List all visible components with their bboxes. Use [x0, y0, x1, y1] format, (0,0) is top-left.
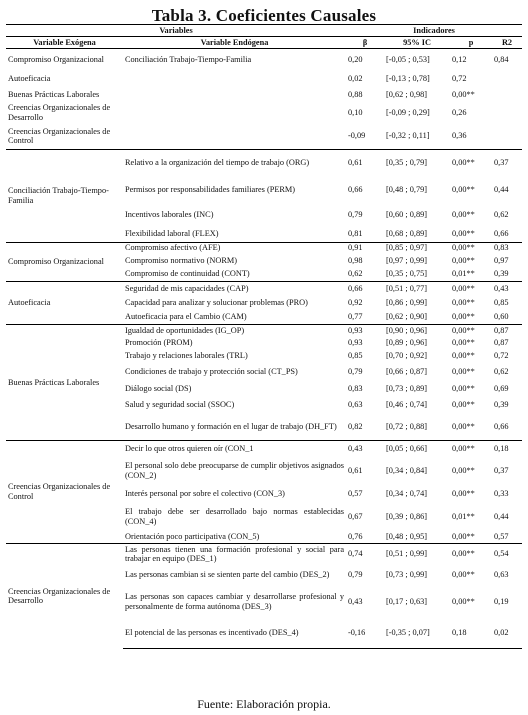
- header-beta: β: [346, 37, 384, 49]
- p-value-cell: 0,00**: [452, 383, 475, 393]
- header-column-row: [6, 37, 522, 49]
- ci-cell: [0,46 ; 0,74]: [386, 400, 428, 410]
- p-value-cell: 0,00**: [450, 441, 492, 458]
- beta-cell: 0,88: [348, 89, 363, 99]
- p-value-cell: 0,00**: [450, 243, 492, 254]
- r2-cell: 0,44: [494, 185, 509, 195]
- ci-cell: [-0,13 ; 0,78]: [386, 73, 430, 83]
- endogenous-variable-cell: Condiciones de trabajo y protección social (CT_PS): [125, 367, 298, 377]
- beta-cell: 0,66: [348, 185, 363, 195]
- beta-cell: -0,16: [346, 619, 384, 649]
- exogenous-variable-cell: Creencias Organizacionales de Control: [8, 126, 111, 146]
- beta-cell: 0,98: [348, 255, 363, 265]
- table-row: [6, 325, 522, 337]
- r2-cell: [492, 124, 522, 150]
- beta-cell: 0,62: [348, 269, 363, 279]
- table-row: [6, 282, 522, 296]
- r2-cell: 0,19: [494, 597, 509, 607]
- exogenous-variable-cell: Conciliación Trabajo-Tiempo-Familia: [6, 150, 123, 243]
- r2-cell: 0,57: [494, 531, 509, 541]
- table-row: [6, 71, 522, 87]
- r2-cell: [492, 103, 522, 124]
- table-body: [6, 49, 522, 649]
- beta-cell: 0,91: [346, 243, 384, 254]
- ci-cell: [0,73 ; 0,89]: [386, 383, 428, 393]
- ci-cell: [-0,32 ; 0,11]: [386, 131, 430, 141]
- beta-cell: 0,61: [346, 150, 384, 176]
- p-value-cell: 0,12: [452, 54, 467, 64]
- ci-cell: [0,35 ; 0,79]: [384, 150, 450, 176]
- endogenous-variable-cell: Trabajo y relaciones laborales (TRL): [125, 351, 248, 361]
- endogenous-variable-cell: Compromiso normativo (NORM): [125, 255, 238, 265]
- exogenous-variable-cell: Autoeficacia: [6, 282, 123, 325]
- endogenous-variable-cell: [123, 87, 346, 103]
- beta-cell: 0,79: [348, 210, 363, 220]
- endogenous-variable-cell: Seguridad de mis capacidades (CAP): [123, 282, 346, 296]
- endogenous-variable-cell: El trabajo debe ser desarrollado bajo normas establecidas (CON_4): [125, 507, 345, 526]
- beta-cell: -0,09: [348, 131, 366, 141]
- r2-cell: 0,63: [494, 570, 509, 580]
- r2-cell: 0,43: [492, 282, 522, 296]
- header-r2: R2: [492, 37, 522, 49]
- r2-cell: 0,83: [492, 243, 522, 254]
- p-value-cell: 0,72: [452, 73, 467, 83]
- table-row: [6, 150, 522, 176]
- table-row: [6, 441, 522, 458]
- table-row: [6, 103, 522, 124]
- r2-cell: 0,87: [494, 338, 509, 348]
- beta-cell: 0,93: [348, 338, 363, 348]
- r2-cell: 0,37: [492, 150, 522, 176]
- ci-cell: [0,62 ; 0,98]: [386, 89, 428, 99]
- endogenous-variable-cell: Salud y seguridad social (SSOC): [125, 400, 235, 410]
- endogenous-variable-cell: Decir lo que otros quieren oír (CON_1: [123, 441, 346, 458]
- beta-cell: 0,10: [348, 108, 363, 118]
- p-value-cell: 0,00**: [452, 338, 475, 348]
- r2-cell: 0,87: [492, 325, 522, 337]
- ci-cell: [-0,09 ; 0,29]: [386, 108, 430, 118]
- p-value-cell: 0,00**: [450, 544, 492, 565]
- exogenous-variable-cell: Compromiso Organizacional: [8, 54, 104, 64]
- p-value-cell: 0,26: [452, 108, 467, 118]
- beta-cell: 0,02: [348, 73, 363, 83]
- p-value-cell: 0,00**: [450, 325, 492, 337]
- p-value-cell: 0,00**: [452, 400, 475, 410]
- endogenous-variable-cell: Interés personal por sobre el colectivo (CON_3): [125, 489, 285, 499]
- ci-cell: [0,70 ; 0,92]: [386, 351, 428, 361]
- endogenous-variable-cell: Las personas cambian si se sienten parte del cambio (DES_2): [125, 570, 330, 580]
- endogenous-variable-cell: Capacidad para analizar y solucionar problemas (PRO): [125, 298, 308, 308]
- p-value-cell: 0,00**: [450, 282, 492, 296]
- p-value-cell: 0,01**: [452, 512, 475, 522]
- endogenous-variable-cell: [123, 103, 346, 124]
- ci-cell: [0,68 ; 0,89]: [386, 228, 428, 238]
- endogenous-variable-cell: Compromiso afectivo (AFE): [123, 243, 346, 254]
- table-title: Tabla 3. Coeficientes Causales: [151, 6, 377, 25]
- endogenous-variable-cell: El potencial de las personas es incentivado (DES_4): [123, 619, 346, 649]
- r2-cell: [492, 71, 522, 87]
- beta-cell: 0,20: [348, 54, 363, 64]
- table-row: [6, 124, 522, 150]
- beta-cell: 0,81: [348, 228, 363, 238]
- endogenous-variable-cell: El personal solo debe preocuparse de cumplir objetivos asignados (CON_2): [125, 461, 345, 480]
- ci-cell: [0,62 ; 0,90]: [386, 312, 428, 322]
- ci-cell: [0,35 ; 0,75]: [386, 269, 428, 279]
- r2-cell: 0,18: [492, 441, 522, 458]
- r2-cell: 0,62: [494, 367, 509, 377]
- p-value-cell: 0,00**: [452, 570, 475, 580]
- header-p: p: [450, 37, 492, 49]
- ci-cell: [0,66 ; 0,87]: [386, 367, 428, 377]
- r2-cell: 0,02: [492, 619, 522, 649]
- exogenous-variable-cell: Buenas Prácticas Laborales: [6, 325, 123, 441]
- ci-cell: [0,90 ; 0,96]: [384, 325, 450, 337]
- r2-cell: 0,39: [494, 400, 509, 410]
- p-value-cell: 0,00**: [450, 150, 492, 176]
- endogenous-variable-cell: Orientación poco participativa (CON_5): [125, 531, 260, 541]
- p-value-cell: 0,00**: [452, 351, 475, 361]
- coefficients-table: [6, 24, 522, 649]
- exogenous-variable-cell: Buenas Prácticas Laborales: [8, 89, 100, 99]
- ci-cell: [0,85 ; 0,97]: [384, 243, 450, 254]
- table-row: [6, 49, 522, 71]
- endogenous-variable-cell: Compromiso de continuidad (CONT): [125, 269, 250, 279]
- r2-cell: 0,69: [494, 383, 509, 393]
- p-value-cell: 0,00**: [452, 597, 475, 607]
- endogenous-variable-cell: Conciliación Trabajo-Tiempo-Familia: [125, 54, 252, 64]
- ci-cell: [0,51 ; 0,77]: [384, 282, 450, 296]
- beta-cell: 0,66: [346, 282, 384, 296]
- p-value-cell: 0,00**: [452, 466, 475, 476]
- header-exogena: Variable Exógena: [6, 37, 123, 49]
- beta-cell: 0,92: [348, 298, 363, 308]
- endogenous-variable-cell: Igualdad de oportunidades (IG_OP): [123, 325, 346, 337]
- ci-cell: [0,72 ; 0,88]: [386, 422, 428, 432]
- ci-cell: [-0,05 ; 0,53]: [386, 54, 430, 64]
- endogenous-variable-cell: Autoeficacia para el Cambio (CAM): [125, 312, 247, 322]
- header-ic: 95% IC: [384, 37, 450, 49]
- r2-cell: 0,85: [494, 298, 509, 308]
- beta-cell: 0,82: [348, 422, 363, 432]
- r2-cell: 0,33: [494, 489, 509, 499]
- exogenous-variable-cell: Creencias Organizacionales de Desarrollo: [8, 103, 111, 122]
- beta-cell: 0,43: [348, 597, 363, 607]
- exogenous-variable-cell: Compromiso Organizacional: [6, 243, 123, 282]
- p-value-cell: 0,36: [452, 131, 467, 141]
- exogenous-variable-cell: Creencias Organizacionales de Desarrollo: [6, 544, 123, 649]
- exogenous-variable-cell: Autoeficacia: [8, 73, 51, 83]
- p-value-cell: 0,00**: [452, 298, 475, 308]
- p-value-cell: 0,00**: [452, 367, 475, 377]
- r2-cell: 0,54: [492, 544, 522, 565]
- endogenous-variable-cell: [123, 71, 346, 87]
- r2-cell: 0,44: [494, 512, 509, 522]
- ci-cell: [0,34 ; 0,74]: [386, 489, 428, 499]
- r2-cell: 0,62: [494, 210, 509, 220]
- source-note: Fuente: Elaboración propia.: [197, 697, 331, 711]
- p-value-cell: 0,00**: [452, 422, 475, 432]
- p-value-cell: 0,00**: [452, 489, 475, 499]
- r2-cell: 0,66: [494, 228, 509, 238]
- p-value-cell: 0,01**: [452, 269, 475, 279]
- p-value-cell: 0,18: [450, 619, 492, 649]
- r2-cell: 0,39: [494, 269, 509, 279]
- exogenous-variable-cell: Creencias Organizacionales de Control: [6, 441, 123, 544]
- endogenous-variable-cell: [123, 124, 346, 150]
- r2-cell: [492, 87, 522, 103]
- header-variables: Variables: [6, 25, 346, 37]
- ci-cell: [0,97 ; 0,99]: [386, 255, 428, 265]
- beta-cell: 0,79: [348, 570, 363, 580]
- p-value-cell: 0,00**: [452, 255, 475, 265]
- endogenous-variable-cell: Incentivos laborales (INC): [125, 210, 214, 220]
- beta-cell: 0,74: [346, 544, 384, 565]
- p-value-cell: 0,00**: [452, 210, 475, 220]
- ci-cell: [0,39 ; 0,86]: [386, 512, 428, 522]
- r2-cell: 0,97: [494, 255, 509, 265]
- beta-cell: 0,83: [348, 383, 363, 393]
- ci-cell: [0,34 ; 0,84]: [386, 466, 428, 476]
- beta-cell: 0,79: [348, 367, 363, 377]
- endogenous-variable-cell: Flexibilidad laboral (FLEX): [125, 228, 219, 238]
- ci-cell: [0,48 ; 0,79]: [386, 185, 428, 195]
- beta-cell: 0,93: [346, 325, 384, 337]
- beta-cell: 0,61: [348, 466, 363, 476]
- p-value-cell: 0,00**: [452, 312, 475, 322]
- beta-cell: 0,76: [348, 531, 363, 541]
- ci-cell: [0,48 ; 0,95]: [386, 531, 428, 541]
- table-row: [6, 243, 522, 254]
- endogenous-variable-cell: Promoción (PROM): [125, 338, 193, 348]
- r2-cell: 0,72: [494, 351, 509, 361]
- r2-cell: 0,37: [494, 466, 509, 476]
- ci-cell: [0,05 ; 0,66]: [384, 441, 450, 458]
- ci-cell: [0,17 ; 0,63]: [386, 597, 428, 607]
- ci-cell: [0,89 ; 0,96]: [386, 338, 428, 348]
- ci-cell: [-0,35 ; 0,07]: [384, 619, 450, 649]
- endogenous-variable-cell: Permisos por responsabilidades familiares (PERM): [125, 185, 296, 195]
- endogenous-variable-cell: Las personas tienen una formación profesional y social para trabajar en equipo (DES_1): [125, 544, 345, 564]
- beta-cell: 0,43: [346, 441, 384, 458]
- p-value-cell: 0,00**: [452, 228, 475, 238]
- beta-cell: 0,63: [348, 400, 363, 410]
- p-value-cell: 0,00**: [452, 531, 475, 541]
- endogenous-variable-cell: Relativo a la organización del tiempo de trabajo (ORG): [123, 150, 346, 176]
- header-group-row: [6, 25, 522, 37]
- r2-cell: 0,60: [494, 312, 509, 322]
- beta-cell: 0,67: [348, 512, 363, 522]
- ci-cell: [0,51 ; 0,99]: [384, 544, 450, 565]
- ci-cell: [0,73 ; 0,99]: [386, 570, 428, 580]
- table-row: [6, 544, 522, 565]
- ci-cell: [0,60 ; 0,89]: [386, 210, 428, 220]
- ci-cell: [0,86 ; 0,99]: [386, 298, 428, 308]
- endogenous-variable-cell: Las personas son capaces cambiar y desarrollarse profesional y personalmente de forma autónoma (DES_3): [125, 592, 345, 611]
- endogenous-variable-cell: Desarrollo humano y formación en el lugar de trabajo (DH_FT): [125, 422, 337, 432]
- beta-cell: 0,77: [348, 312, 363, 322]
- r2-cell: 0,66: [494, 422, 509, 432]
- p-value-cell: 0,00**: [452, 89, 475, 99]
- p-value-cell: 0,00**: [452, 185, 475, 195]
- beta-cell: 0,85: [348, 351, 363, 361]
- table-row: [6, 87, 522, 103]
- beta-cell: 0,57: [348, 489, 363, 499]
- r2-cell: 0,84: [494, 54, 509, 64]
- header-indicadores: Indicadores: [346, 25, 522, 37]
- endogenous-variable-cell: Diálogo social (DS): [125, 383, 192, 393]
- header-endogena: Variable Endógena: [123, 37, 346, 49]
